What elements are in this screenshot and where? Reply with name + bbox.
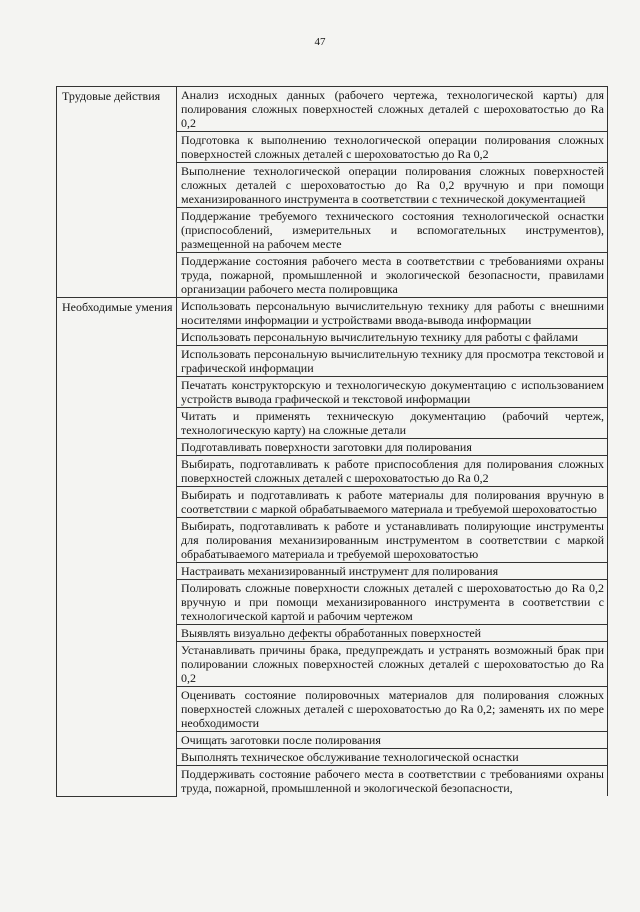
table-cell: Выполнение технологической операции полирования сложных поверхностей сложных деталей с шероховатостью до Ra 0,2 вручную и при помощи механизированного инструмента в соответствии с технической документацией [177, 163, 608, 208]
table-cell: Очищать заготовки после полирования [177, 732, 608, 749]
table-cell: Подготавливать поверхности заготовки для полирования [177, 439, 608, 456]
table-cell: Настраивать механизированный инструмент для полирования [177, 563, 608, 580]
table-row [57, 298, 608, 329]
section-label: Трудовые действия [57, 87, 177, 298]
table-cell: Печатать конструкторскую и технологическую документацию с использованием устройств вывода графической и текстовой информации [177, 377, 608, 408]
table-cell: Выполнять техническое обслуживание технологической оснастки [177, 749, 608, 766]
table-cell: Поддержание состояния рабочего места в соответствии с требованиями охраны труда, пожарной, промышленной и экологической безопасности, правилами организации рабочего места полировщика [177, 253, 608, 298]
document-table [56, 86, 608, 797]
table-cell: Выбирать и подготавливать к работе материалы для полирования вручную в соответствии с маркой обрабатываемого материала и требуемой шероховатостью [177, 487, 608, 518]
table-cell: Поддерживать состояние рабочего места в соответствии с требованиями охраны труда, пожарной, промышленной и экологической безопасности, [177, 766, 608, 797]
table-cell: Использовать персональную вычислительную технику для просмотра текстовой и графической информации [177, 346, 608, 377]
table-cell: Выбирать, подготавливать к работе приспособления для полирования сложных поверхностей сложных деталей с шероховатостью до Ra 0,2 [177, 456, 608, 487]
table-cell: Читать и применять техническую документацию (рабочий чертеж, технологическую карту) на сложные детали [177, 408, 608, 439]
table-cell: Использовать персональную вычислительную технику для работы с внешними носителями информации и устройствами ввода-вывода информации [177, 298, 608, 329]
table-cell: Использовать персональную вычислительную технику для работы с файлами [177, 329, 608, 346]
table-cell: Выявлять визуально дефекты обработанных поверхностей [177, 625, 608, 642]
table-cell: Анализ исходных данных (рабочего чертежа, технологической карты) для полирования сложных поверхностей сложных деталей с шероховатостью до Ra 0,2 [177, 87, 608, 132]
table-cell: Выбирать, подготавливать к работе и устанавливать полирующие инструменты для полирования механизированным инструментом в соответствии с маркой обрабатываемого материала и требуемой шероховатостью [177, 518, 608, 563]
table-cell: Устанавливать причины брака, предупреждать и устранять возможный брак при полировании сложных поверхностей сложных деталей с шероховатостью до Ra 0,2 [177, 642, 608, 687]
table-cell: Полировать сложные поверхности сложных деталей с шероховатостью до Ra 0,2 вручную и при помощи механизированного инструмента в соответствии с технологической картой и рабочим чертежом [177, 580, 608, 625]
page-number: 47 [314, 36, 326, 48]
section-label: Необходимые умения [57, 298, 177, 797]
table-cell: Оценивать состояние полировочных материалов для полирования сложных поверхностей сложных деталей с шероховатостью до Ra 0,2; заменять их по мере необходимости [177, 687, 608, 732]
table-row [57, 87, 608, 132]
table-cell: Подготовка к выполнению технологической операции полирования сложных поверхностей сложных деталей с шероховатостью до Ra 0,2 [177, 132, 608, 163]
table-cell: Поддержание требуемого технического состояния технологической оснастки (приспособлений, измерительных и вспомогательных инструментов), размещенной на рабочем месте [177, 208, 608, 253]
